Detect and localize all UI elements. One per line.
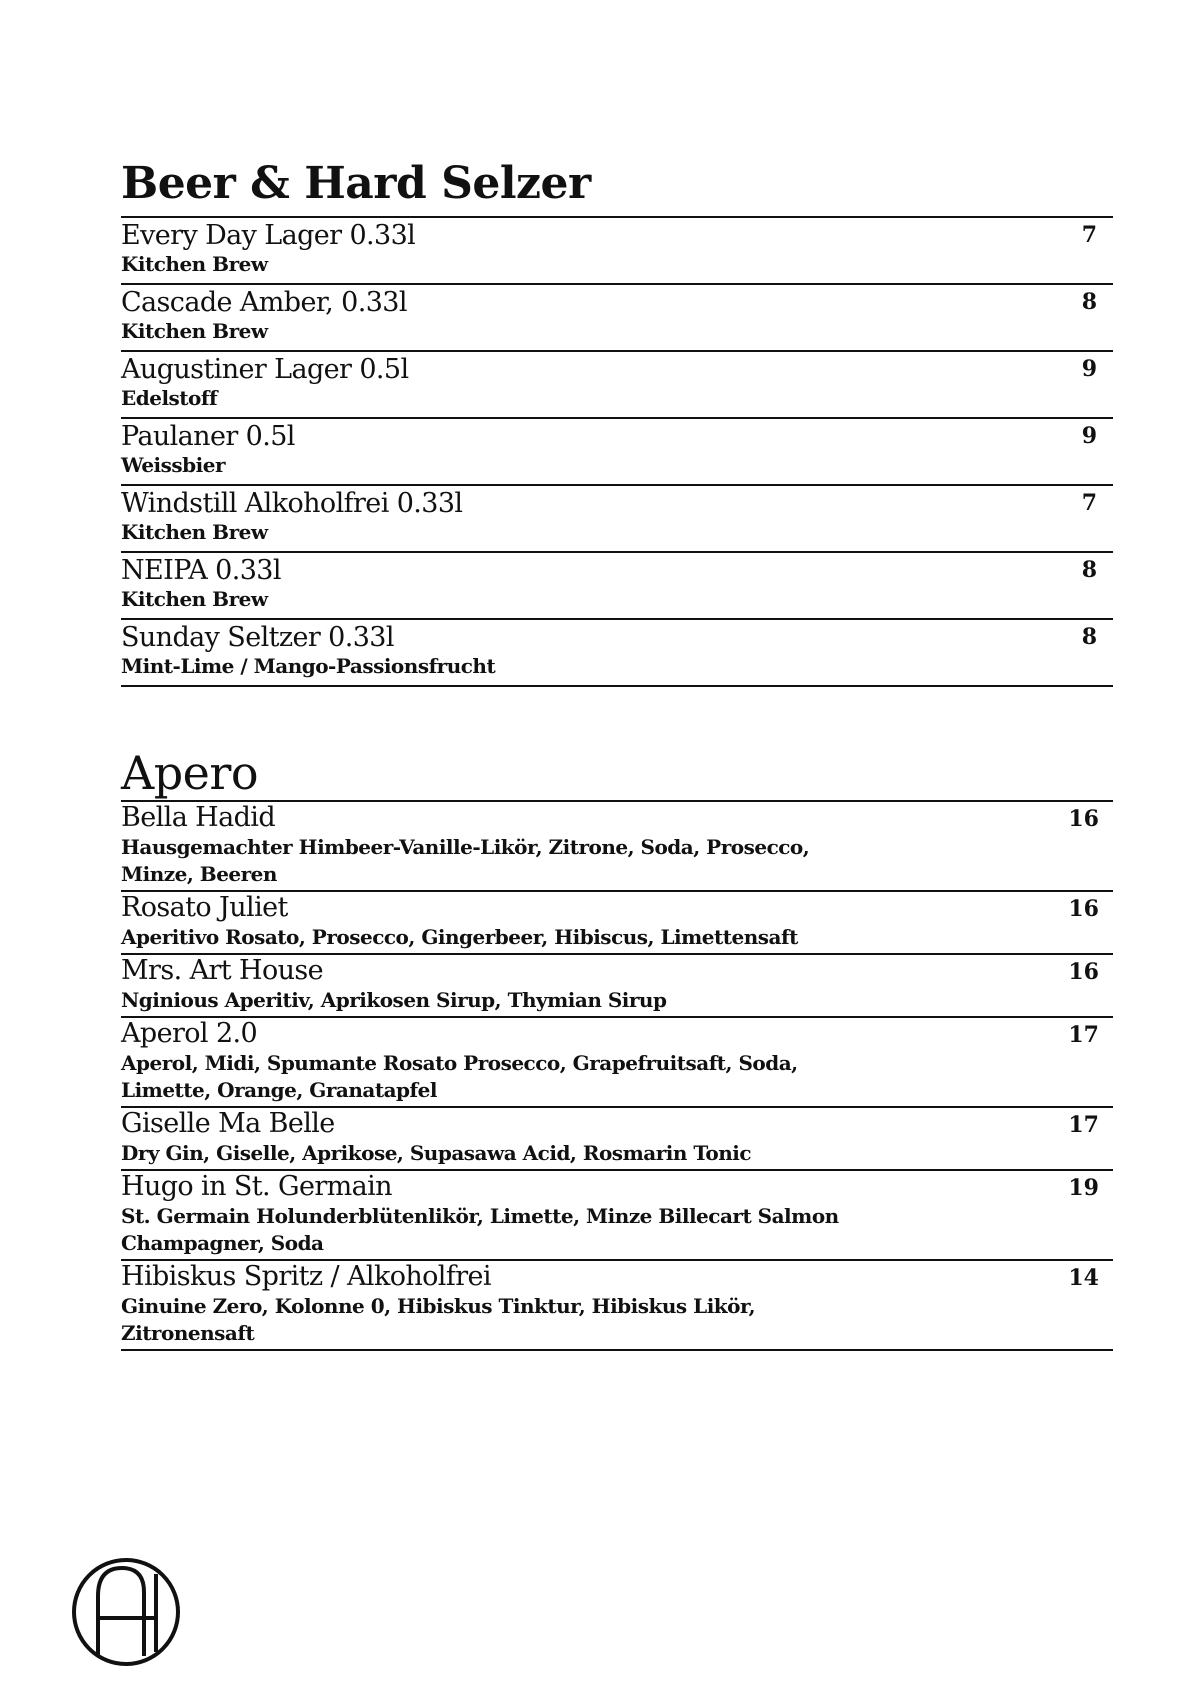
menu-item — [121, 218, 1113, 285]
item-price: 19 — [1068, 1175, 1099, 1201]
item-list — [121, 218, 1113, 687]
item-name: Hugo in St. Germain — [121, 1171, 392, 1202]
item-price: 9 — [1081, 423, 1097, 449]
item-price: 7 — [1081, 222, 1097, 248]
item-name: Bella Hadid — [121, 802, 276, 833]
menu-item — [121, 1018, 1113, 1108]
menu-item — [121, 620, 1113, 687]
section-title: Beer & Hard Selzer — [121, 162, 1113, 218]
item-name: Giselle Ma Belle — [121, 1108, 335, 1139]
item-name: Sunday Seltzer 0.33l — [121, 622, 394, 653]
item-price: 14 — [1068, 1265, 1099, 1291]
item-name: Paulaner 0.5l — [121, 421, 295, 452]
item-description: Dry Gin, Giselle, Aprikose, Supasawa Acid, Rosmarin Tonic — [121, 1141, 752, 1165]
item-list — [121, 802, 1113, 1351]
item-name: Mrs. Art House — [121, 955, 324, 986]
item-name: Aperol 2.0 — [121, 1018, 258, 1049]
item-description: St. Germain Holunderblütenlikör, Limette, Minze Billecart Salmon Champagner, Soda — [121, 1204, 839, 1255]
menu-item — [121, 802, 1113, 892]
item-price: 7 — [1081, 490, 1097, 516]
item-description: Aperitivo Rosato, Prosecco, Gingerbeer, Hibiscus, Limettensaft — [121, 925, 798, 949]
item-description: Aperol, Midi, Spumante Rosato Prosecco, Grapefruitsaft, Soda, Limette, Orange, Granatapfel — [121, 1051, 798, 1102]
item-price: 16 — [1068, 959, 1099, 985]
item-price: 17 — [1068, 1112, 1099, 1138]
item-description: Kitchen Brew — [121, 520, 268, 544]
item-description: Ginuine Zero, Kolonne 0, Hibiskus Tinktur, Hibiskus Likör, Zitronensaft — [121, 1294, 756, 1345]
item-name: NEIPA 0.33l — [121, 555, 281, 586]
item-description: Nginious Aperitiv, Aprikosen Sirup, Thymian Sirup — [121, 988, 667, 1012]
item-name: Augustiner Lager 0.5l — [121, 354, 409, 385]
item-name: Cascade Amber, 0.33l — [121, 287, 407, 318]
item-description: Kitchen Brew — [121, 252, 268, 276]
menu-item — [121, 553, 1113, 620]
item-name: Windstill Alkoholfrei 0.33l — [121, 488, 463, 519]
menu-item — [121, 892, 1113, 955]
item-description: Weissbier — [121, 453, 226, 477]
item-name: Every Day Lager 0.33l — [121, 220, 416, 251]
menu-item — [121, 419, 1113, 486]
item-price: 16 — [1068, 806, 1099, 832]
section-title: Apero — [121, 750, 1113, 802]
item-description: Edelstoff — [121, 386, 218, 410]
section-apero — [121, 746, 1113, 1351]
item-price: 8 — [1081, 289, 1097, 315]
item-price: 8 — [1081, 557, 1097, 583]
menu-item — [121, 1171, 1113, 1261]
item-name: Hibiskus Spritz / Alkoholfrei — [121, 1261, 491, 1292]
menu-item — [121, 1261, 1113, 1351]
item-price: 17 — [1068, 1022, 1099, 1048]
menu-item — [121, 1108, 1113, 1171]
item-name: Rosato Juliet — [121, 892, 288, 923]
menu-item — [121, 285, 1113, 352]
menu-item — [121, 352, 1113, 419]
item-description: Kitchen Brew — [121, 319, 268, 343]
item-description: Hausgemachter Himbeer-Vanille-Likör, Zitrone, Soda, Prosecco, Minze, Beeren — [121, 835, 810, 886]
item-price: 16 — [1068, 896, 1099, 922]
circle-monogram-icon — [70, 1556, 182, 1668]
section-beer-hard-selzer — [121, 158, 1113, 687]
menu-item — [121, 955, 1113, 1018]
item-description: Kitchen Brew — [121, 587, 268, 611]
item-price: 9 — [1081, 356, 1097, 382]
item-price: 8 — [1081, 624, 1097, 650]
item-description: Mint-Lime / Mango-Passionsfrucht — [121, 654, 496, 678]
menu-item — [121, 486, 1113, 553]
